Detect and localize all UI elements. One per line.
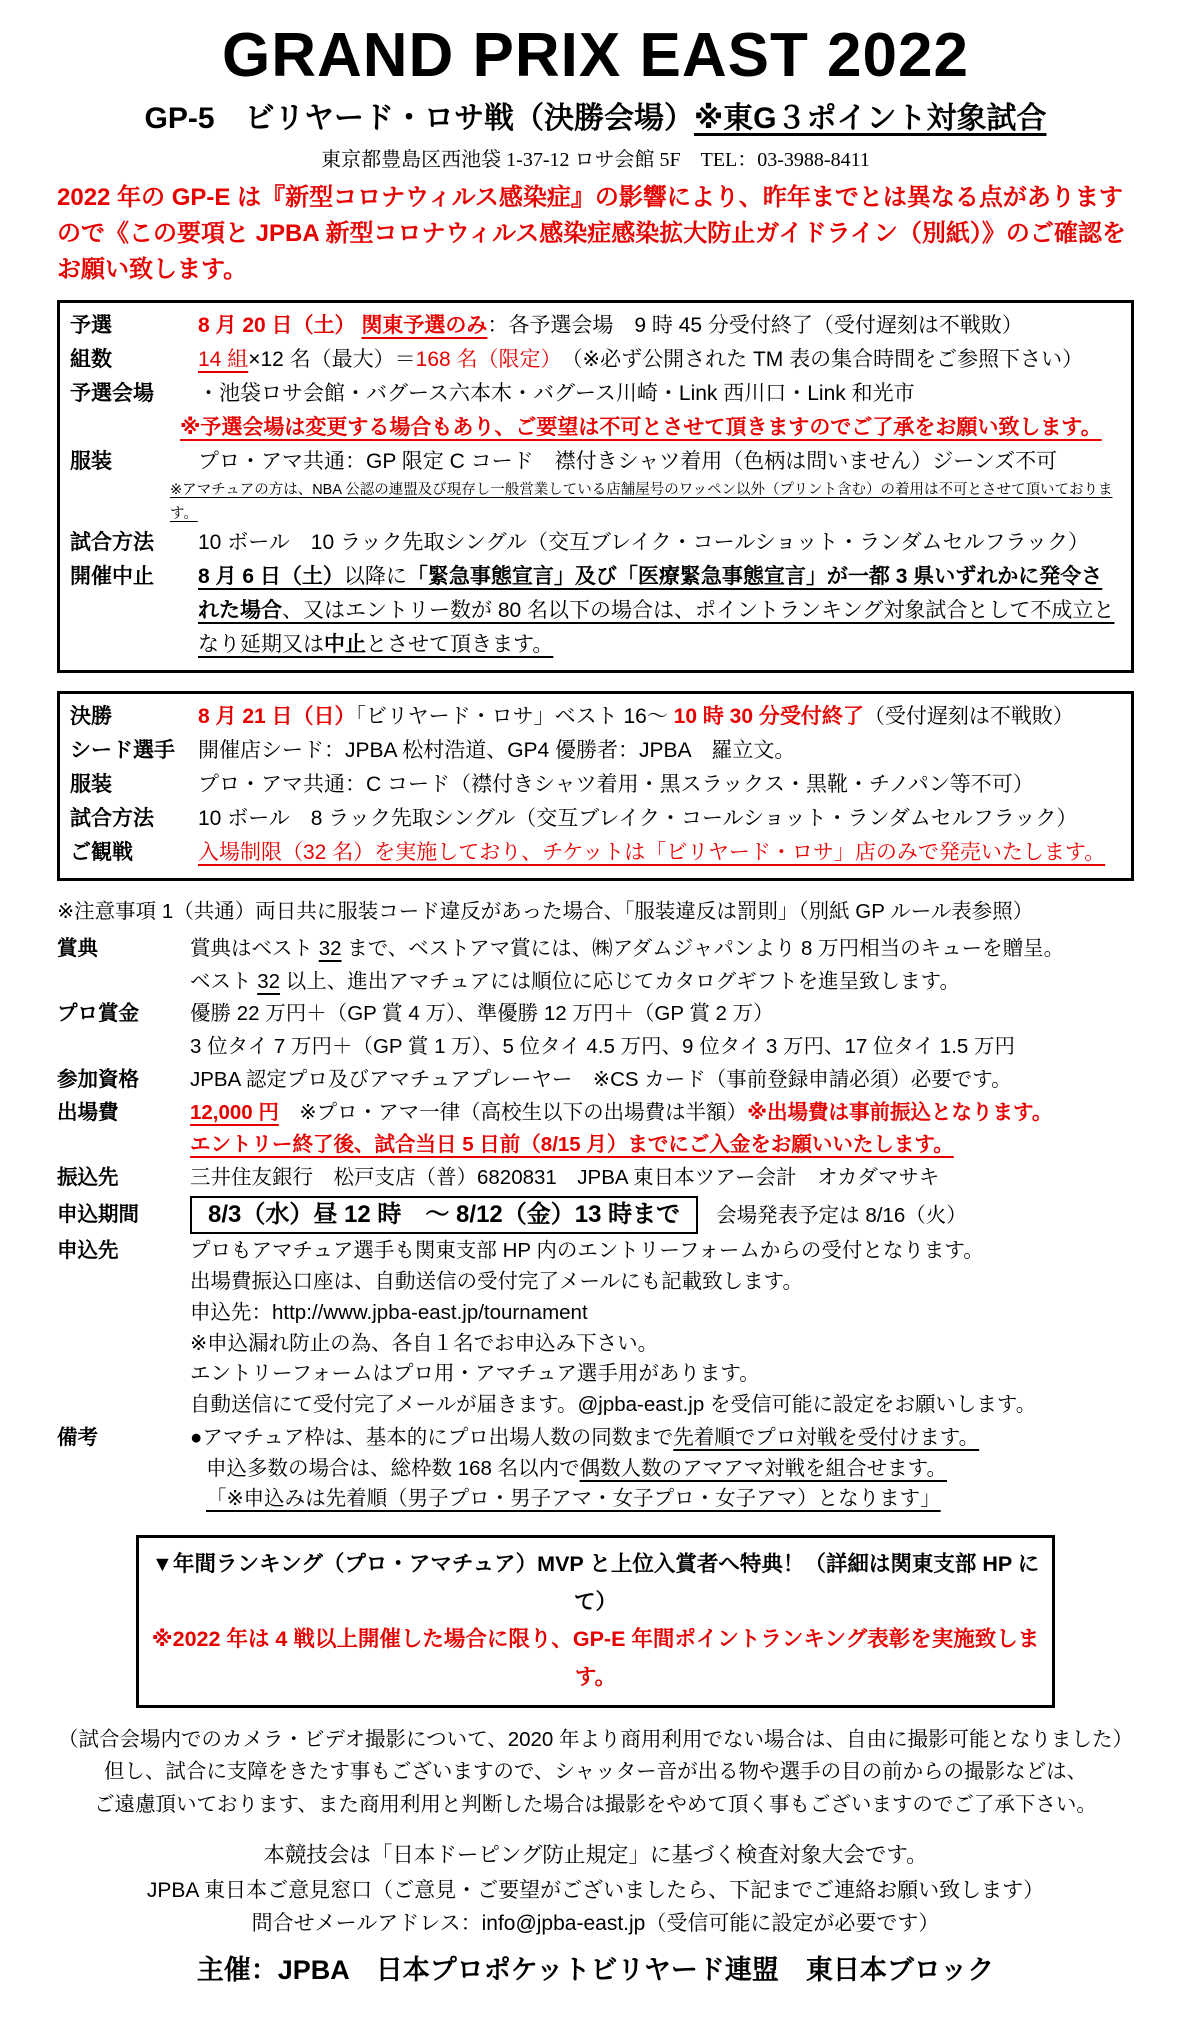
dresscode-qualifier: プロ・アマ共通：GP 限定 C コード 襟付きシャツ着用（色柄は問いません）ジーンズ不可 [198, 450, 1058, 474]
label-application-method: 申込先 [57, 1239, 119, 1263]
label-bank-transfer: 振込先 [57, 1166, 119, 1190]
camera-policy [57, 1724, 1134, 1822]
details-section [57, 897, 1134, 1515]
contact-email-link[interactable]: info@jpba-east.jp [481, 1911, 646, 1935]
venue-change-note: ※予選会場は変更する場合もあり、ご要望は不可とさせて頂きますのでご了承をお願い致します。 [180, 416, 1102, 440]
venue-announcement-date: 会場発表予定は 8/16（火） [716, 1203, 967, 1227]
pro-prize-money-line1: 優勝 22 万円＋（GP 賞 4 万）、準優勝 12 万円＋（GP 賞 2 万） [190, 1002, 774, 1026]
seeded-players: 開催店シード：JPBA 松村浩道、GP4 優勝者：JPBA 羅立文。 [198, 739, 796, 763]
application-period: 8/3（水）昼 12 時 ～ 8/12（金）13 時まで [190, 1196, 698, 1234]
remarks-line2: 申込多数の場合は、総枠数 168 名以内で偶数人数のアマアマ対戦を組合せます。 [206, 1456, 947, 1480]
bank-account: 三井住友銀行 松戸支店（普）6820831 JPBA 東日本ツアー会計 オカダマサキ [190, 1166, 940, 1190]
row-payment-deadline [57, 1130, 1134, 1161]
entry-fee-prepay-note: ※出場費は事前振込となります。 [747, 1100, 1053, 1124]
event-name: ビリヤード・ロサ戦（決勝会場） [244, 102, 694, 135]
qualifier-reception: ：各予選会場 9 時 45 分受付終了（受付遅刻は不戦敗） [487, 314, 1023, 337]
covid-notice: 2022 年の GP-E は『新型コロナウィルス感染症』の影響により、昨年までとは異なる点がありますので《この要項と JPBA 新型コロナウィルス感染症感染拡大防止ガイドライン（別紙）》のご確認をお願い致します。 [57, 184, 1126, 283]
groups-math: ×12 名（最大）＝ [248, 348, 416, 372]
label-application-period: 申込期間 [57, 1202, 139, 1226]
camera-policy-line2: 但し、試合に支障をきたす事もございますので、シャッター音が出る物や選手の目の前からの撮影などは、 [103, 1760, 1088, 1784]
row-application-period [57, 1196, 1134, 1234]
row-qualifier-date [70, 309, 1121, 343]
venue-address: 東京都豊島区西池袋 1-37-12 ロサ会館 5F TEL：03-3988-8411 [321, 149, 870, 171]
label-eligibility: 参加資格 [57, 1067, 139, 1091]
row-qualifier-venues [70, 377, 1121, 411]
row-eligibility [57, 1065, 1134, 1096]
label-dresscode-finals: 服装 [70, 773, 112, 797]
groups-note: （※必ず公開された TM 表の集合時間をご参照下さい） [551, 348, 1084, 372]
subtitle [57, 93, 1134, 137]
label-dresscode: 服装 [70, 450, 112, 474]
qualifier-box [57, 300, 1134, 673]
application-line1: プロもアマチュア選手も関東支部 HP 内のエントリーフォームからの受付となります。 [190, 1239, 984, 1263]
organizer: 主催：JPBA 日本プロポケットビリヤード連盟 東日本ブロック [196, 1955, 995, 1986]
eligibility: JPBA 認定プロ及びアマチュアプレーヤー ※CS カード（事前登録申請必須）必要です。 [190, 1067, 1012, 1091]
label-groups: 組数 [70, 348, 112, 372]
groups-limit: 168 名（限定） [415, 348, 552, 372]
row-groups [70, 343, 1121, 377]
row-prizes-2 [57, 967, 1134, 998]
application-line5: エントリーフォームはプロ用・アマチュア選手用があります。 [190, 1362, 760, 1386]
remarks-line3: 「※申込みは先着順（男子プロ・男子アマ・女子プロ・女子アマ）となります」 [206, 1487, 941, 1511]
row-cancellation [70, 560, 1121, 662]
contact-email-line: 問合せメールアドレス：info@jpba-east.jp（受信可能に設定が必要です） [251, 1911, 940, 1935]
dresscode-violation-note: ※注意事項 1（共通）両日共に服装コード違反があった場合、「服装違反は罰則」（別紙 GP ルール表参照） [57, 900, 1034, 924]
contact-section [57, 1875, 1134, 1940]
row-bank-transfer [57, 1163, 1134, 1194]
amateur-patch-note: ※アマチュアの方は、NBA 公認の連盟及び現存し一般営業している店舗屋号のワッペン以外（プリント含む）の着用は不可とさせて頂いております。 [170, 482, 1113, 522]
qualifier-region: 関東予選のみ [361, 314, 488, 337]
prizes-line1: 賞典はベスト 32 まで、ベストアマ賞には、㈱アダムジャパンより 8 万円相当のキューを贈呈。 [190, 936, 1065, 960]
finals-reception: 10 時 30 分受付終了 [673, 705, 864, 729]
camera-policy-line3: ご遠慮頂いております、また商用利用と判断した場合は撮影をやめて頂く事もございますのでご了承下さい。 [94, 1793, 1097, 1817]
label-cancellation: 開催中止 [70, 565, 154, 589]
finals-date: 8 月 21 日（日） [198, 705, 356, 729]
doping-notice: 本競技会は「日本ドーピング防止規定」に基づく検査対象大会です。 [263, 1842, 928, 1867]
row-prizes [57, 934, 1134, 965]
dresscode-finals: プロ・アマ共通：C コード（襟付きシャツ着用・黒スラックス・黒靴・チノパン等不可） [198, 773, 1034, 797]
ranking-condition-line: ※2022 年は 4 戦以上開催した場合に限り、GP-E 年間ポイントランキング表彰を実施致します。 [151, 1627, 1040, 1689]
row-pro-prize-money-2 [57, 1032, 1134, 1063]
finals-venue: 「ビリヤード・ロサ」ベスト 16～ [355, 705, 674, 729]
application-line3: 申込先：http://www.jpba-east.jp/tournament [190, 1300, 588, 1324]
row-match-format-finals [70, 802, 1121, 836]
remarks-line1: ●アマチュア枠は、基本的にプロ出場人数の同数まで先着順でプロ対戦を受付けます。 [190, 1425, 980, 1449]
finals-late-note: （受付遅刻は不戦敗） [863, 705, 1074, 729]
row-dresscode-qualifier [70, 445, 1121, 479]
row-entry-fee [57, 1098, 1134, 1129]
feedback-window: JPBA 東日本ご意見窓口（ご意見・ご要望がございましたら、下記までご連絡お願い致します） [146, 1878, 1045, 1902]
application-line6: 自動送信にて受付完了メールが届きます。@jpba-east.jp を受信可能に設定をお願いします。 [190, 1393, 1037, 1417]
entry-fee-amount: 12,000 円 [190, 1100, 279, 1124]
row-pro-prize-money [57, 999, 1134, 1030]
qualifier-date: 8 月 20 日（土） [198, 314, 356, 337]
label-remarks: 備考 [57, 1425, 98, 1449]
row-application-method [57, 1236, 1134, 1421]
ranking-benefit-line: ▼年間ランキング（プロ・アマチュア）MVP と上位入賞者へ特典！（詳細は関東支部 HP にて） [151, 1552, 1040, 1614]
row-match-format-qualifier [70, 526, 1121, 560]
prizes-line2: ベスト 32 以上、進出アマチュアには順位に応じてカタログギフトを進呈致します。 [190, 969, 960, 993]
label-seeded-players: シード選手 [70, 739, 175, 763]
label-match-format-finals: 試合方法 [70, 807, 154, 831]
application-line2: 出場費振込口座は、自動送信の受付完了メールにも記載致します。 [190, 1270, 803, 1294]
qualifier-venues: ・池袋ロサ会館・バグース六本木・バグース川崎・Link 西川口・Link 和光市 [198, 382, 915, 406]
cancellation-policy: 8 月 6 日（土）以降に「緊急事態宣言」及び「医療緊急事態宣言」が一都 3 県いずれかに発令された場合、又はエントリー数が 80 名以下の場合は、ポイントランキング対象試合として不成立となり延期又は中止とさせて頂きます。 [198, 565, 1115, 657]
label-prizes: 賞典 [57, 936, 98, 960]
pro-prize-money-line2: 3 位タイ 7 万円＋（GP 賞 1 万）、5 位タイ 4.5 万円、9 位タイ 3 万円、17 位タイ 1.5 万円 [190, 1035, 1015, 1059]
match-format-finals: 10 ボール 8 ラック先取シングル（交互ブレイク・コールショット・ランダムセルフラック） [198, 807, 1078, 831]
groups-count: 14 組 [198, 348, 249, 372]
row-finals-date [70, 700, 1121, 734]
label-qualifier-venues: 予選会場 [70, 382, 154, 406]
entry-url-link[interactable]: http://www.jpba-east.jp/tournament [272, 1300, 588, 1324]
annual-ranking-box [136, 1535, 1055, 1708]
payment-deadline: エントリー終了後、試合当日 5 日前（8/15 月）までにご入金をお願いいたします。 [190, 1133, 954, 1157]
row-seeded-players [70, 734, 1121, 768]
label-pro-prize-money: プロ賞金 [57, 1002, 139, 1026]
row-remarks [57, 1423, 1134, 1515]
label-spectators: ご観戦 [70, 841, 133, 865]
label-finals: 決勝 [70, 705, 112, 729]
row-dresscode-finals [70, 768, 1121, 802]
label-match-format: 試合方法 [70, 531, 154, 555]
entry-fee-note: ※プロ・アマ一律（高校生以下の出場費は半額） [278, 1100, 748, 1124]
page-title: GRAND PRIX EAST 2022 [222, 21, 969, 90]
row-spectators [70, 836, 1121, 870]
finals-box [57, 691, 1134, 881]
label-entry-fee: 出場費 [57, 1100, 119, 1124]
camera-policy-line1: （試合会場内でのカメラ・ビデオ撮影について、2020 年より商用利用でない場合は、自由に撮影可能となりました） [57, 1727, 1134, 1751]
application-line4: ※申込漏れ防止の為、各自１名でお申込み下さい。 [190, 1331, 659, 1355]
spectator-limit: 入場制限（32 名）を実施しており、チケットは「ビリヤード・ロサ」店のみで発売いたします。 [198, 841, 1106, 865]
event-number: GP-5 [144, 102, 215, 135]
match-format-qualifier: 10 ボール 10 ラック先取シングル（交互ブレイク・コールショット・ランダムセルフラック） [198, 531, 1090, 555]
points-note: ※東G３ポイント対象試合 [693, 102, 1047, 135]
label-qualifier: 予選 [70, 314, 112, 337]
